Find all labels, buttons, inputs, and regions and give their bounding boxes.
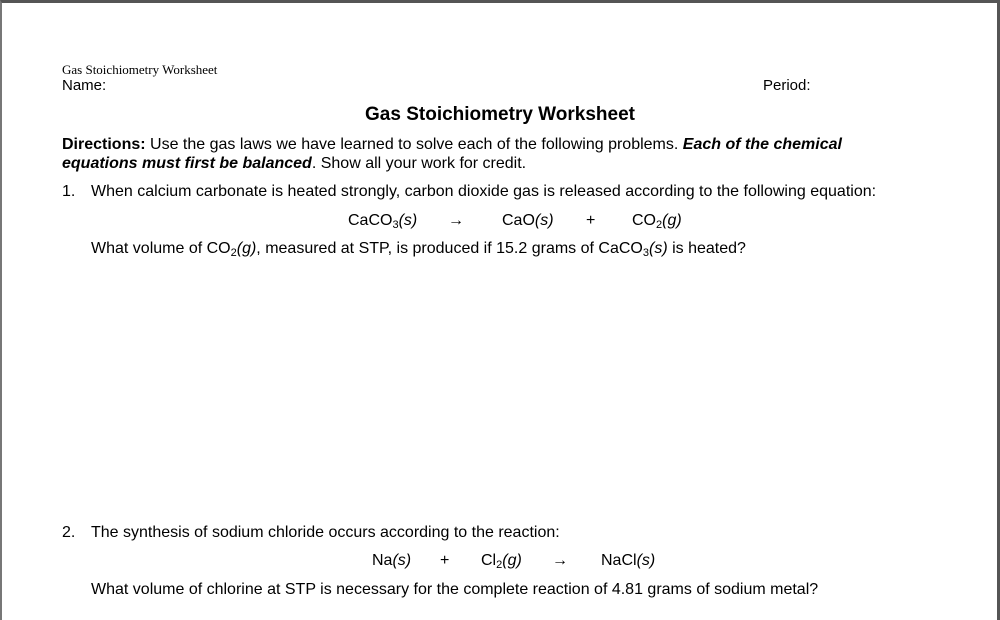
page-title: Gas Stoichiometry Worksheet bbox=[365, 104, 635, 125]
directions-emphasis: Each of the chemical equations must first be balanced bbox=[62, 136, 842, 172]
question-2-number: 2. bbox=[62, 524, 76, 541]
equation-2-reactant-1: Na(s) bbox=[372, 552, 412, 569]
equation-2-product: NaCl(s) bbox=[601, 552, 656, 569]
directions-label: Directions: bbox=[62, 136, 146, 153]
equation-1-arrow: → bbox=[448, 212, 464, 229]
directions bbox=[62, 135, 892, 173]
directions-text: Use the gas laws we have learned to solve each of the following problems. bbox=[150, 136, 679, 153]
question-2-prompt: The synthesis of sodium chloride occurs according to the reaction: bbox=[91, 524, 560, 541]
equation-1-product-2: $CO_2(g)$ bbox=[632, 212, 682, 231]
equation-2-arrow: → bbox=[552, 552, 568, 569]
question-1-text: What volume of $CO_2(g)$, measured at STP, is produced if 15.2 grams of CaCO$_3$(s) is heated? bbox=[91, 240, 746, 259]
equation-1-reactant: CaCO$_3$(s) bbox=[348, 212, 418, 231]
document-header-label: Gas Stoichiometry Worksheet bbox=[62, 62, 218, 77]
equation-1-plus: + bbox=[586, 212, 596, 229]
question-1-prompt: When calcium carbonate is heated strongly, carbon dioxide gas is released according to the following equation: bbox=[91, 183, 877, 200]
equation-2-plus: + bbox=[440, 552, 450, 569]
name-label: Name: bbox=[62, 77, 107, 94]
equation-1-product-1: CaO(s) bbox=[502, 212, 554, 229]
question-2-text: What volume of chlorine at STP is necessary for the complete reaction of 4.81 grams of sodium metal? bbox=[91, 581, 819, 598]
question-1-number: 1. bbox=[62, 183, 76, 200]
equation-2-reactant-2: $Cl_2(g)$ bbox=[481, 552, 522, 571]
period-label: Period: bbox=[763, 77, 811, 94]
directions-text-end: . Show all your work for credit. bbox=[311, 155, 527, 172]
